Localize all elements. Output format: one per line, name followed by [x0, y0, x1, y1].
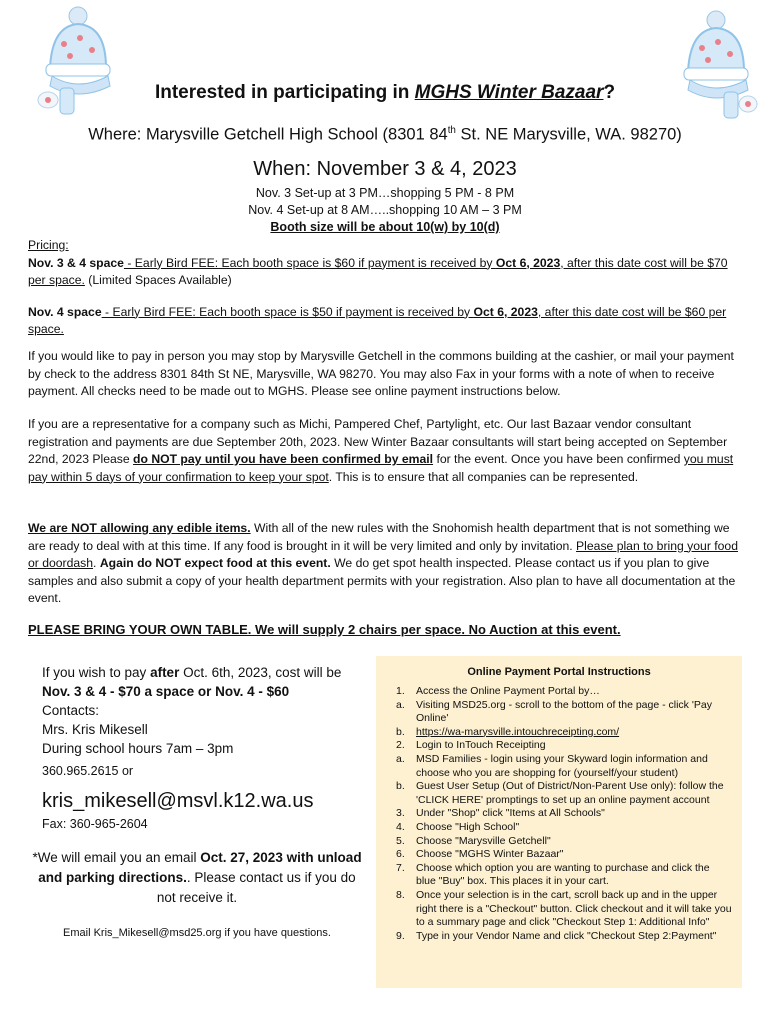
price-nov4-date: Oct 6, 2023: [473, 304, 538, 319]
price-both-rest: , after this date cost will be $70 per space.: [28, 255, 728, 287]
step-marker: a.: [396, 752, 405, 765]
food-text-e: Again do NOT expect food at this event.: [99, 556, 331, 570]
portal-step: [376, 821, 732, 835]
price-nov4-rest: , after this date cost will be $60 per space.: [28, 304, 727, 336]
schedule-nov-3: Nov. 3 Set-up at 3 PM…shopping 5 PM - 8 PM: [255, 186, 515, 200]
step-marker: 3.: [396, 807, 405, 820]
price-nov4-text: - Early Bird FEE: Each booth space is $50 if payment is received by: [101, 304, 474, 319]
late-c: Oct. 6th, 2023, cost will be: [179, 665, 342, 680]
portal-step: [376, 780, 732, 807]
step-text: Choose "Marysville Getchell": [416, 834, 551, 847]
late-price: Nov. 3 & 4 - $70 a space or Nov. 4 - $60: [42, 684, 290, 699]
portal-step: [376, 753, 732, 780]
food-policy-paragraph: [28, 520, 744, 608]
contact-email: kris_mikesell@msvl.k12.wa.us: [42, 790, 314, 812]
title-event: MGHS Winter Bazaar: [414, 82, 604, 103]
step-marker: 4.: [396, 820, 405, 833]
pricing-both-days: [28, 255, 744, 290]
step-text: Access the Online Payment Portal by…: [416, 685, 600, 697]
contact-column: [28, 663, 366, 943]
pricing-heading: Pricing:: [28, 238, 69, 252]
portal-link[interactable]: https://wa-marysville.intouchreceipting.com/: [416, 725, 620, 738]
step-text: Choose "High School": [416, 820, 520, 833]
event-location: [0, 125, 770, 145]
late-b: after: [150, 665, 180, 680]
rep-text-e: . This is to ensure that all companies can be represented.: [328, 469, 639, 484]
contact-phone: 360.965.2615 or: [42, 764, 134, 778]
late-a: If you wish to pay: [42, 665, 151, 680]
email-questions: Email Kris_Mikesell@msd25.org if you have questions.: [63, 927, 331, 939]
contact-name: Mrs. Kris Mikesell: [42, 722, 148, 737]
portal-step: [376, 726, 732, 740]
pricing-nov-4: [28, 304, 744, 339]
step-marker: b.: [396, 725, 405, 738]
portal-steps: [376, 685, 742, 943]
contacts-label: Contacts:: [42, 703, 100, 718]
note-b: Oct. 27, 2023 with unload and parking directions.: [38, 850, 362, 885]
portal-step: [376, 685, 732, 699]
step-text: Visiting MSD25.org - scroll to the bottom of the page - click 'Pay Online': [416, 698, 712, 725]
step-text: MSD Families - login using your Skyward login information and choose who you are shopping for (yourself/your student): [416, 752, 708, 779]
pricing-section: [28, 237, 744, 339]
contact-fax: Fax: 360-965-2604: [42, 817, 148, 831]
step-marker: 5.: [396, 834, 405, 847]
food-text-d: .: [93, 556, 100, 570]
event-dates: When: November 3 & 4, 2023: [253, 158, 517, 180]
step-text: Type in your Vendor Name and click "Checkout Step 2:Payment": [416, 929, 717, 942]
where-prefix: Where: Marysville Getchell High School (8301 84: [88, 125, 448, 144]
step-marker: 6.: [396, 848, 405, 861]
step-marker: 8.: [396, 888, 405, 901]
where-sup: th: [447, 125, 456, 136]
rep-text-c: for the event. Once you have been confirmed: [433, 452, 684, 466]
food-text-b: With all of the new rules with the Snohomish health department that is not something we are ready to deal with at this time. If any food is brought in it will be very limited and only by invitation.: [28, 521, 730, 553]
note-a: *We will email you an email: [32, 850, 201, 865]
rep-text-b: do NOT pay until you have been confirmed by email: [133, 452, 434, 466]
pay-in-person-paragraph: If you would like to pay in person you may stop by Marysville Getchell in the commons building at the cashier, or mail your payment by check to the address 8301 84th St NE, Marysville, WA 98270. You may also Fax in your forms with a note of when to receive payment. All checks need to be made out to MGHS. Please see online payment instructions below.: [28, 349, 734, 398]
contact-hours: During school hours 7am – 3pm: [42, 741, 234, 756]
step-marker: a.: [396, 698, 405, 711]
portal-step: [376, 930, 732, 944]
portal-step: [376, 835, 732, 849]
portal-step: [376, 848, 732, 862]
page-title: [0, 82, 770, 104]
step-text: Under "Shop" click "Items at All Schools": [416, 807, 605, 820]
where-suffix: St. NE Marysville, WA. 98270): [455, 125, 682, 144]
rep-text-a: If you are a representative for a company such as Michi, Pampered Chef, Partylight, etc. Our last Bazaar vendor consultant registration and payments are due September 20th, 2023. New Winter Bazaar consultants will start being accepted on September 22nd, 2023 Please: [28, 417, 728, 466]
portal-step: [376, 699, 732, 726]
food-text-c: Please plan to bring your food or doordash: [28, 538, 738, 570]
step-text: Once your selection is in the cart, scroll back up and in the upper right there is a "Checkout" button. Click checkout and it will take you to a summary page and click "Checkout Step 1: Additional Info": [416, 888, 732, 929]
title-prefix: Interested in participating in: [154, 82, 415, 103]
payment-portal-panel: [376, 656, 742, 988]
step-text: Login to InTouch Receipting: [416, 739, 546, 752]
price-both-date: Oct 6, 2023: [495, 255, 561, 270]
portal-step: [376, 862, 732, 889]
late-payment-line: [28, 663, 366, 682]
step-marker: 9.: [396, 929, 405, 942]
step-text: Choose which option you are wanting to purchase and click the blue "Buy" box. This places it in your cart.: [416, 861, 710, 888]
booth-size: Booth size will be about 10(w) by 10(d): [270, 220, 500, 234]
title-suffix: ?: [603, 82, 616, 103]
price-both-text: - Early Bird FEE: Each booth space is $60 if payment is received by: [123, 255, 496, 270]
step-marker: b.: [396, 780, 405, 793]
step-marker: 1.: [396, 685, 405, 697]
email-notice: [28, 848, 366, 908]
price-both-label: Nov. 3 & 4 space: [28, 255, 124, 270]
portal-step: [376, 889, 732, 930]
step-marker: 7.: [396, 861, 405, 874]
rep-text-d: you must pay within 5 days of your confirmation to keep your spot: [28, 452, 734, 484]
step-text: Guest User Setup (Out of District/Non-Parent Use only): follow the 'CLICK HERE' promptings to set up an online payment account: [416, 780, 724, 806]
food-text-a: We are NOT allowing any edible items.: [28, 521, 251, 535]
step-text: Choose "MGHS Winter Bazaar": [416, 848, 564, 861]
note-c: . Please contact us if you do not receive it.: [156, 870, 356, 905]
price-nov4-label: Nov. 4 space: [28, 304, 102, 319]
portal-heading: Online Payment Portal Instructions: [467, 666, 651, 678]
portal-step: [376, 807, 732, 821]
food-text-f: We do get spot health inspected. Please contact us if you plan to give samples and also submit a copy of your health department permits with your registration. Also plan to have all documentation at the event.: [28, 556, 736, 605]
schedule-nov-4: Nov. 4 Set-up at 8 AM…..shopping 10 AM – 3 PM: [248, 203, 522, 217]
representative-paragraph: [28, 416, 744, 486]
price-both-tail: (Limited Spaces Available): [84, 273, 232, 287]
portal-step: [376, 739, 732, 753]
table-notice: PLEASE BRING YOUR OWN TABLE. We will supply 2 chairs per space. No Auction at this event.: [28, 622, 621, 637]
step-marker: 2.: [396, 739, 405, 752]
